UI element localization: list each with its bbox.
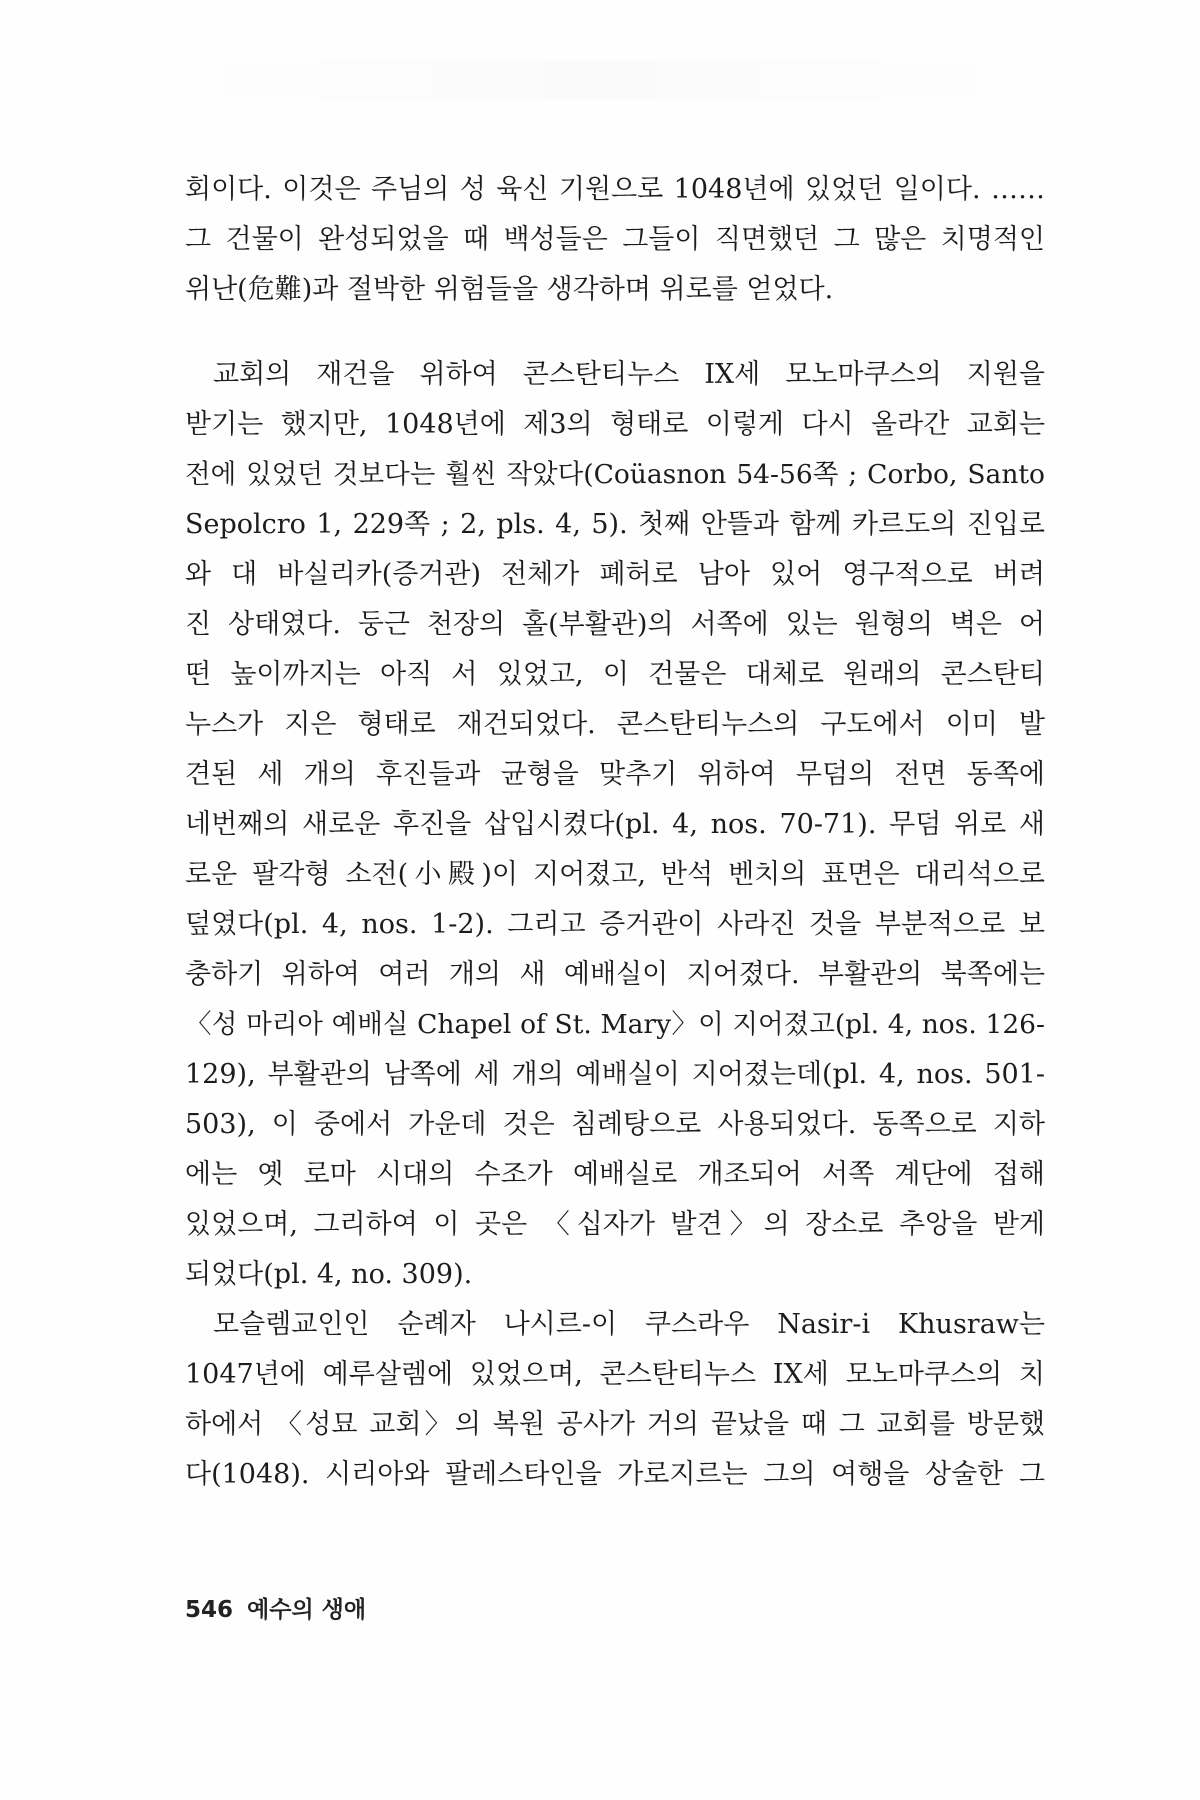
- page-footer: [185, 1595, 366, 1625]
- text-line: 하에서 〈성묘 교회〉의 복원 공사가 거의 끝났을 때 그 교회를 방문했: [185, 1409, 1045, 1440]
- quote-line: 그 건물이 완성되었을 때 백성들은 그들이 직면했던 그 많은 치명적인: [185, 224, 1045, 255]
- quote-line: 회이다. 이것은 주님의 성 육신 기원으로 1048년에 있었던 일이다. ……: [185, 174, 1045, 205]
- text-line: 1047년에 예루살렘에 있었으며, 콘스탄티누스 IX세 모노마쿠스의 치: [185, 1359, 1045, 1390]
- text-line: 진 상태였다. 둥근 천장의 홀(부활관)의 서쪽에 있는 원형의 벽은 어: [185, 609, 1045, 640]
- text-line: 전에 있었던 것보다는 훨씬 작았다(Coüasnon 54-56쪽 ; Corbo, Santo: [185, 459, 1045, 490]
- text-line: 에는 옛 로마 시대의 수조가 예배실로 개조되어 서쪽 계단에 접해: [185, 1159, 1045, 1190]
- text-line: 와 대 바실리카(증거관) 전체가 폐허로 남아 있어 영구적으로 버려: [185, 559, 1045, 590]
- text-line: 있었으며, 그리하여 이 곳은 〈십자가 발견〉의 장소로 추앙을 받게: [185, 1209, 1045, 1240]
- text-line: 덮였다(pl. 4, nos. 1-2). 그리고 증거관이 사라진 것을 부분적으로 보: [185, 909, 1045, 940]
- scan-shading: [150, 60, 1050, 100]
- text-line: 누스가 지은 형태로 재건되었다. 콘스탄티누스의 구도에서 이미 발: [185, 709, 1045, 740]
- text-line: 네번째의 새로운 후진을 삽입시켰다(pl. 4, nos. 70-71). 무덤 위로 새: [185, 809, 1045, 840]
- quote-line: 위난(危難)과 절박한 위험들을 생각하며 위로를 얻었다.: [185, 274, 834, 305]
- text-line: 떤 높이까지는 아직 서 있었고, 이 건물은 대체로 원래의 콘스탄티: [185, 659, 1045, 690]
- text-line: 모슬렘교인인 순례자 나시르-이 쿠스라우 Nasir-i Khusraw는: [213, 1309, 1045, 1340]
- text-line: 로운 팔각형 소전(小殿)이 지어졌고, 반석 벤치의 표면은 대리석으로: [185, 859, 1045, 890]
- text-line: 받기는 했지만, 1048년에 제3의 형태로 이렇게 다시 올라간 교회는: [185, 409, 1045, 440]
- running-title: 예수의 생애: [247, 1597, 367, 1623]
- text-line: Sepolcro 1, 229쪽 ; 2, pls. 4, 5). 첫째 안뜰과 함께 카르도의 진입로: [185, 509, 1045, 540]
- text-line: 견된 세 개의 후진들과 균형을 맞추기 위하여 무덤의 전면 동쪽에: [185, 759, 1045, 790]
- text-line: 503), 이 중에서 가운데 것은 침례탕으로 사용되었다. 동쪽으로 지하: [185, 1109, 1045, 1140]
- text-line: 되었다(pl. 4, no. 309).: [185, 1259, 473, 1290]
- page-number: 546: [185, 1597, 234, 1623]
- text-line: 다(1048). 시리아와 팔레스타인을 가로지르는 그의 여행을 상술한 그: [185, 1459, 1045, 1490]
- text-line: 교회의 재건을 위하여 콘스탄티누스 IX세 모노마쿠스의 지원을: [213, 359, 1045, 390]
- text-line: 129), 부활관의 남쪽에 세 개의 예배실이 지어졌는데(pl. 4, nos. 501-: [185, 1059, 1045, 1090]
- text-line: 〈성 마리아 예배실 Chapel of St. Mary〉이 지어졌고(pl. 4, nos. 126-: [185, 1009, 1045, 1040]
- text-line: 충하기 위하여 여러 개의 새 예배실이 지어졌다. 부활관의 북쪽에는: [185, 959, 1045, 990]
